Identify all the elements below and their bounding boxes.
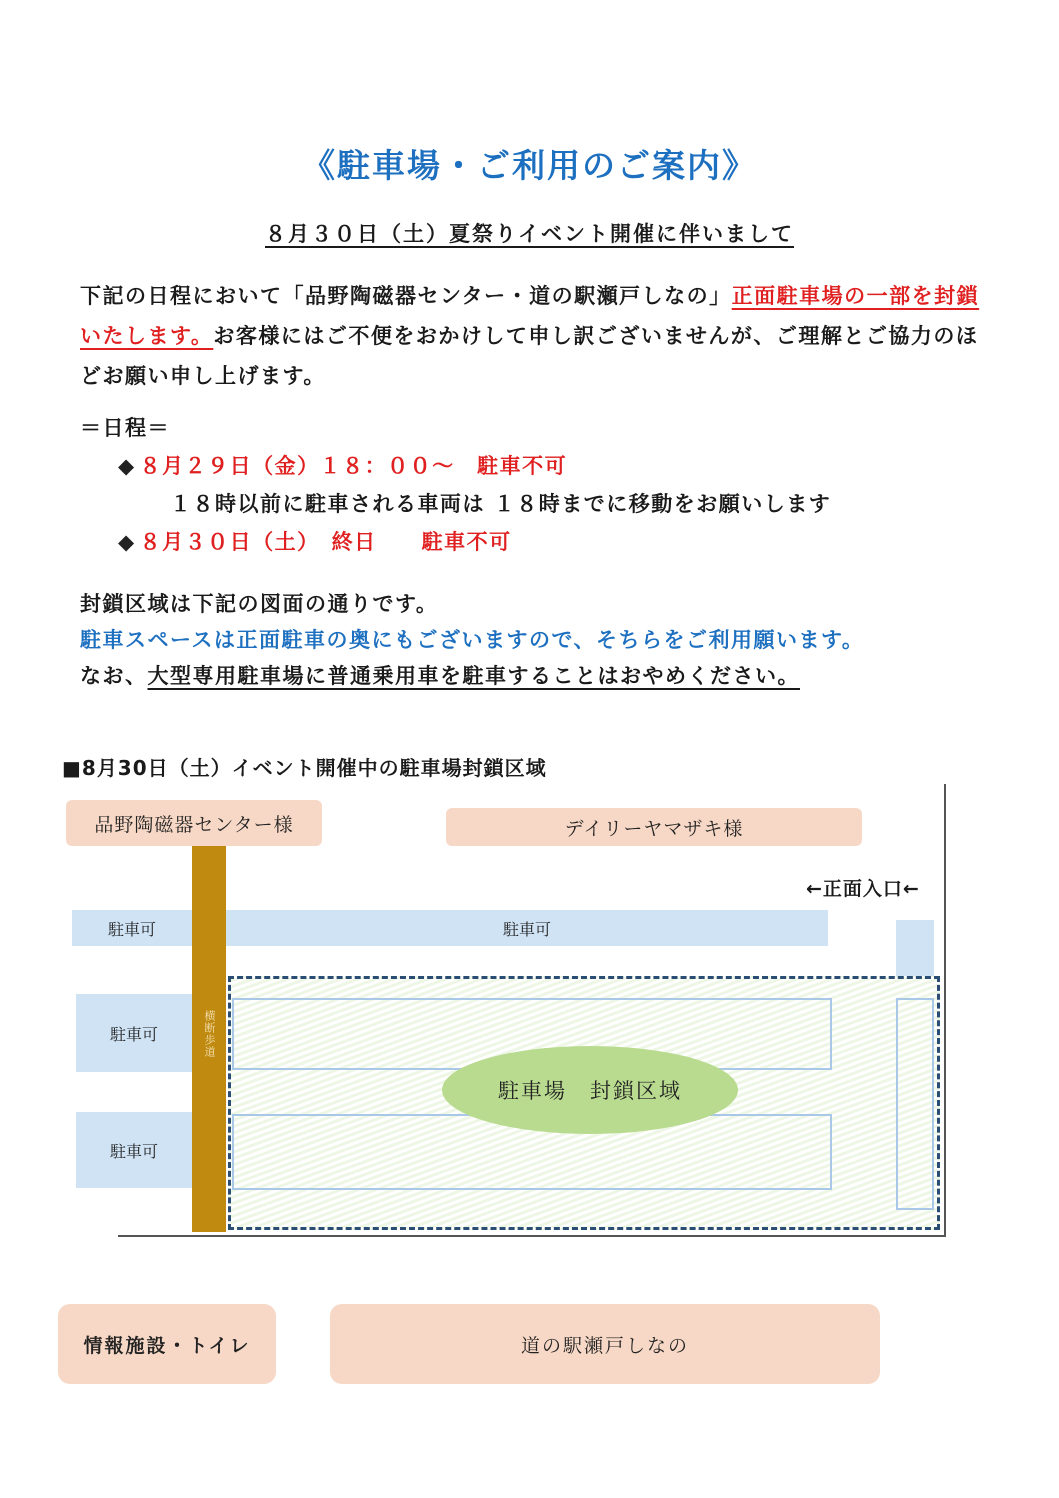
bullet-diamond-icon: ◆	[118, 454, 136, 478]
schedule-item-1-text: ８月２９日（金）１８：００～ 駐車不可	[139, 454, 568, 478]
page-title: 《駐車場・ご利用のご案内》	[302, 146, 757, 185]
note-line-3	[80, 660, 800, 690]
note-line-3-prefix: なお、	[80, 664, 148, 688]
intro-paragraph	[80, 276, 980, 396]
front-entrance-label: ←正面入口←	[806, 878, 920, 900]
map-bottom-border	[118, 1235, 946, 1237]
parking-ok-top-row: 駐車可	[226, 910, 828, 946]
info-toilet-building: 情報施設・トイレ	[58, 1304, 276, 1384]
note-line-3-warning: 大型専用駐車場に普通乗用車を駐車することはおやめください。	[147, 664, 800, 688]
schedule-item-2	[118, 526, 512, 556]
parking-ok-left-bottom: 駐車可	[76, 1112, 192, 1188]
entrance-lane	[896, 920, 934, 976]
map-heading: ■8月30日（土）イベント開催中の駐車場封鎖区域	[62, 756, 547, 780]
parking-ok-left-middle: 駐車可	[76, 994, 192, 1072]
closed-lane-right	[896, 998, 934, 1210]
intro-closure-notice: 正面駐車場の一部を封鎖いたします。	[80, 284, 980, 348]
daily-yamazaki-building: デイリーヤマザキ様	[446, 808, 862, 846]
subtitle-text: ８月３０日（土）夏祭りイベント開催に伴いまして	[265, 222, 794, 246]
schedule-item-2-text: ８月３０日（土） 終日 駐車不可	[139, 530, 512, 554]
note-line-2: 駐車スペースは正面駐車の奥にもございますので、そちらをご利用願います。	[80, 628, 865, 652]
map-right-border	[944, 784, 946, 1237]
michinoeki-building: 道の駅瀬戸しなの	[330, 1304, 880, 1384]
note-line-1: 封鎖区域は下記の図面の通りです。	[80, 592, 439, 616]
closed-area-label: 駐車場 封鎖区域	[442, 1046, 738, 1134]
subtitle	[0, 218, 1059, 248]
schedule-item-1	[118, 450, 567, 480]
shinano-center-building: 品野陶磁器センター様	[66, 800, 322, 846]
bullet-diamond-icon: ◆	[118, 530, 136, 554]
schedule-item-1-note: １８時以前に駐車される車両は １８時までに移動をお願いします	[170, 492, 832, 516]
parking-ok-top-left: 駐車可	[72, 910, 192, 946]
intro-part3: お客様にはご不便をおかけして申し訳ございませんが、ご理解とご協力のほどお願い申し上げます。	[80, 324, 979, 388]
intro-part1: 下記の日程において「品野陶磁器センター・道の駅瀬戸しなの」	[80, 284, 732, 308]
crosswalk-label: 横断歩道	[203, 1010, 216, 1058]
schedule-heading: ＝日程＝	[80, 416, 170, 440]
